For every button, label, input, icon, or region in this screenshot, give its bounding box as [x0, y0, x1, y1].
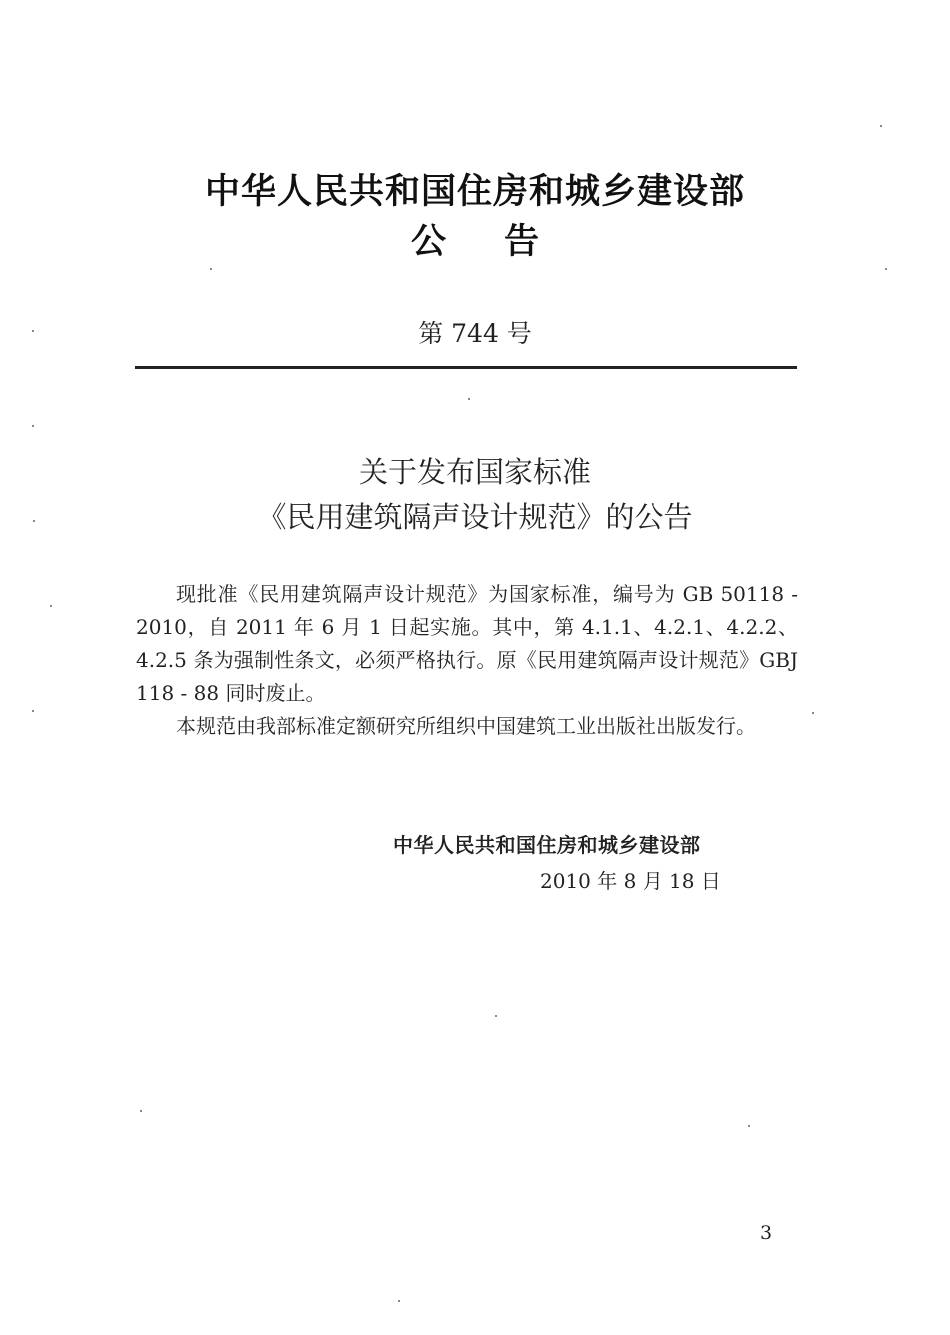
scan-speck — [495, 1015, 497, 1017]
announcement-title-line-2: 《民用建筑隔声设计规范》的公告 — [257, 500, 693, 534]
scan-speck — [880, 125, 882, 127]
notice-number: 第 744 号 — [418, 319, 532, 348]
announcement-body — [136, 578, 798, 743]
page-number: 3 — [760, 1222, 773, 1244]
issue-date: 2010 年 8 月 18 日 — [540, 869, 721, 893]
scan-speck — [32, 425, 34, 427]
ministry-heading: 中华人民共和国住房和城乡建设部 — [204, 172, 745, 212]
scan-speck — [468, 398, 470, 400]
scan-speck — [33, 520, 35, 522]
scan-speck — [50, 605, 52, 607]
issuer-signature: 中华人民共和国住房和城乡建设部 — [393, 833, 701, 857]
header-divider — [135, 366, 797, 369]
body-paragraph-2: 本规范由我部标准定额研究所组织中国建筑工业出版社出版发行。 — [176, 714, 756, 738]
scan-speck — [32, 330, 34, 332]
scan-speck — [812, 712, 814, 714]
scan-speck — [32, 710, 34, 712]
announcement-title-line-1: 关于发布国家标准 — [358, 455, 591, 489]
scan-speck — [140, 1110, 142, 1112]
scan-speck — [885, 268, 887, 270]
notice-heading: 公告 — [410, 222, 597, 262]
scan-speck — [748, 1125, 750, 1127]
scan-speck — [210, 268, 212, 270]
scan-speck — [398, 1300, 400, 1302]
body-paragraph-1: 现批准《民用建筑隔声设计规范》为国家标准，编号为 GB 50118 - 2010，自 2011 年 6 月 1 日起实施。其中，第 4.1.1、4.2.1、4.2.2、4.2.5 条为强制性条文，必须严格执行。原《民用建筑隔声设计规范》GBJ 118 - 88 同时废止。 — [136, 582, 798, 705]
